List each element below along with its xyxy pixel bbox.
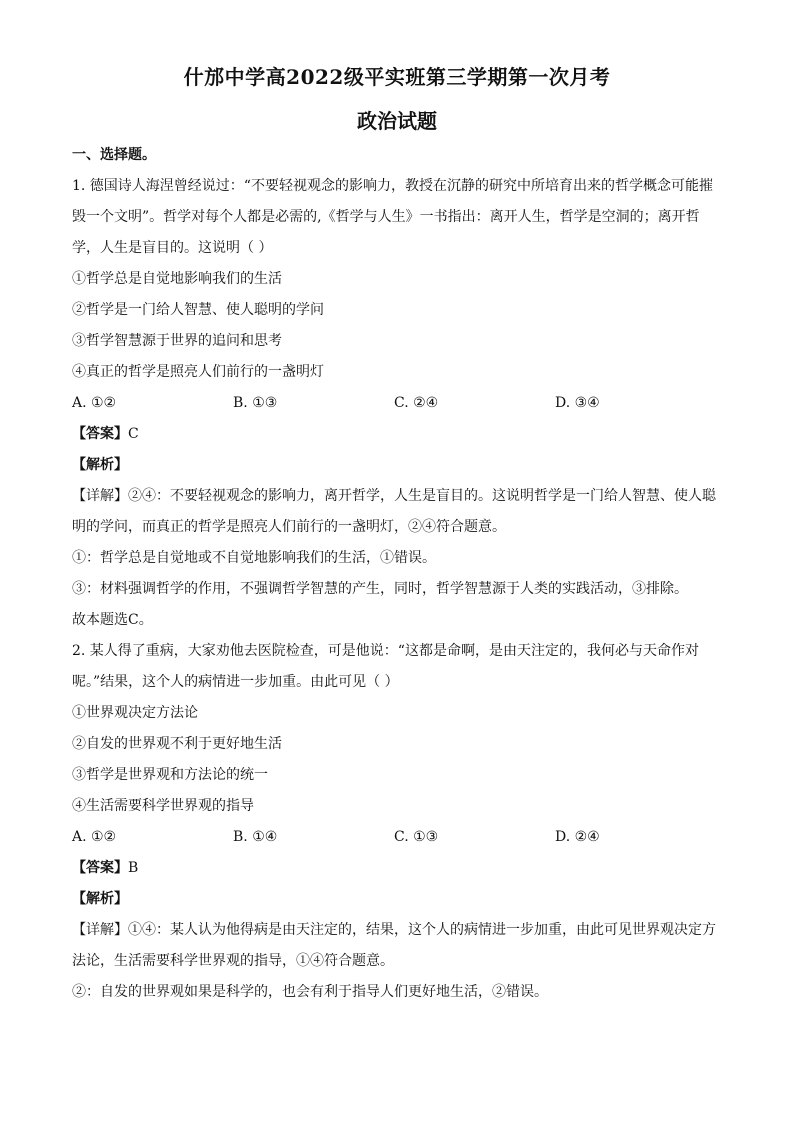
detail-line: 明的学问，而真正的哲学是照亮人们前行的一盏明灯，②④符合题意。 bbox=[72, 519, 506, 535]
analysis-tag: 【解析】 bbox=[72, 457, 128, 473]
question-stem-line: 1. 德国诗人海涅曾经说过：“不要轻视观念的影响力，教授在沉静的研究中所培育出来的哲学概念可能摧 bbox=[72, 178, 713, 194]
document-title: 什邡中学高2022级平实班第三学期第一次月考 bbox=[183, 65, 611, 89]
statement-item: ④生活需要科学世界观的指导 bbox=[72, 798, 254, 814]
option-c: C. ②④ bbox=[394, 395, 439, 411]
detail-text: ①④：某人认为他得病是由天注定的，结果，这个人的病情进一步加重，由此可见世界观决定方 bbox=[128, 922, 716, 938]
statement-item: ③哲学智慧源于世界的追问和思考 bbox=[72, 333, 282, 349]
explanation-line: ③：材料强调哲学的作用，不强调哲学智慧的产生，同时，哲学智慧源于人类的实践活动，③排除。 bbox=[72, 581, 688, 597]
analysis-heading bbox=[72, 450, 722, 481]
question-stem-line: 呢。”结果，这个人的病情进一步加重。由此可见（ ） bbox=[72, 674, 399, 690]
answer-options bbox=[72, 388, 722, 419]
question-1 bbox=[72, 171, 722, 636]
answer-value: C bbox=[128, 426, 139, 442]
question-stem-line: 学，人生是盲目的。这说明（ ） bbox=[72, 240, 273, 256]
option-a: A. ①② bbox=[72, 829, 117, 845]
analysis-heading bbox=[72, 884, 722, 915]
statement-item: ①世界观决定方法论 bbox=[72, 705, 198, 721]
option-a: A. ①② bbox=[72, 395, 117, 411]
option-d: D. ③④ bbox=[555, 395, 600, 411]
statement-item: ②自发的世界观不利于更好地生活 bbox=[72, 736, 282, 752]
detail-line: 法论，生活需要科学世界观的指导，①④符合题意。 bbox=[72, 953, 394, 969]
answer-line bbox=[72, 853, 722, 884]
statement-item: ④真正的哲学是照亮人们前行的一盏明灯 bbox=[72, 364, 324, 380]
option-d: D. ②④ bbox=[555, 829, 600, 845]
answer-value: B bbox=[128, 860, 139, 876]
conclusion-line: 故本题选C。 bbox=[72, 612, 153, 628]
statement-item: ②哲学是一门给人智慧、使人聪明的学问 bbox=[72, 302, 324, 318]
question-stem-line: 2. 某人得了重病，大家劝他去医院检查，可是他说：“这都是命啊，是由天注定的，我何必与天命作对 bbox=[72, 643, 699, 659]
statement-item: ①哲学总是自觉地影响我们的生活 bbox=[72, 271, 282, 287]
answer-options bbox=[72, 822, 722, 853]
analysis-tag: 【解析】 bbox=[72, 891, 128, 907]
question-2 bbox=[72, 636, 722, 1008]
detail-line bbox=[72, 915, 722, 946]
statement-item: ③哲学是世界观和方法论的统一 bbox=[72, 767, 268, 783]
answer-line bbox=[72, 419, 722, 450]
section-heading: 一、选择题。 bbox=[72, 147, 156, 163]
document-subtitle: 政治试题 bbox=[357, 109, 437, 133]
answer-tag: 【答案】 bbox=[72, 426, 128, 442]
option-b: B. ①③ bbox=[233, 395, 278, 411]
option-b: B. ①④ bbox=[233, 829, 278, 845]
detail-line bbox=[72, 481, 722, 512]
explanation-line: ②：自发的世界观如果是科学的，也会有利于指导人们更好地生活，②错误。 bbox=[72, 984, 548, 1000]
explanation-line: ①：哲学总是自觉地或不自觉地影响我们的生活，①错误。 bbox=[72, 550, 436, 566]
detail-text: ②④：不要轻视观念的影响力，离开哲学，人生是盲目的。这说明哲学是一门给人智慧、使人聪 bbox=[128, 488, 716, 504]
option-c: C. ①③ bbox=[394, 829, 439, 845]
answer-tag: 【答案】 bbox=[72, 860, 128, 876]
question-stem-line: 毁一个文明”。哲学对每个人都是必需的,《哲学与人生》一书指出：离开人生，哲学是空洞的；离开哲 bbox=[72, 209, 700, 225]
detail-tag: 【详解】 bbox=[72, 922, 128, 938]
detail-tag: 【详解】 bbox=[72, 488, 128, 504]
